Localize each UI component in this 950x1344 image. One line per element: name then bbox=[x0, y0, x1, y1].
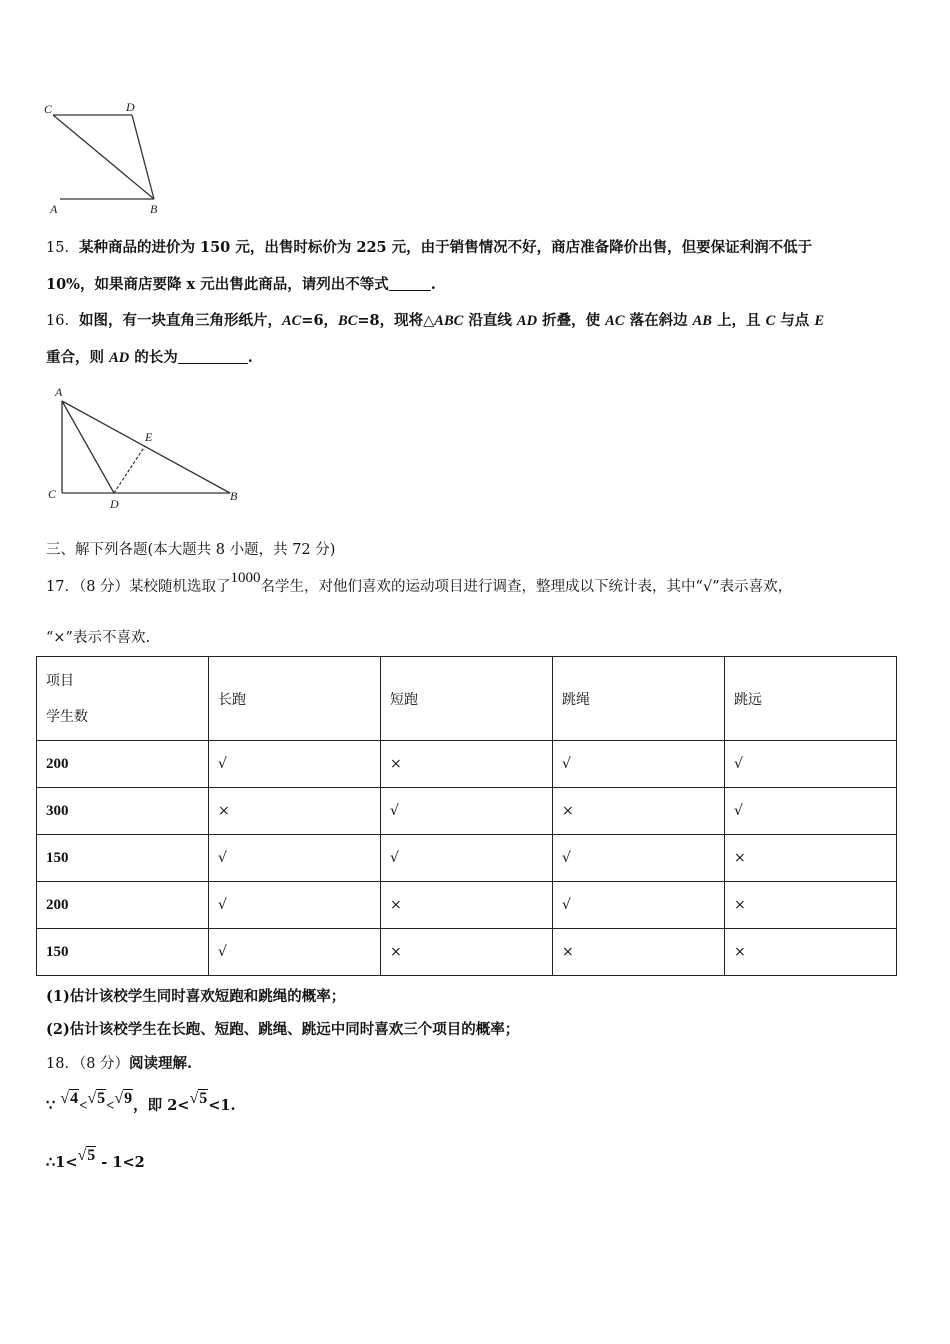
q16-number: 16． bbox=[46, 313, 79, 329]
sqrt-4: √4 bbox=[60, 1090, 79, 1107]
mark-cell: × bbox=[725, 835, 897, 882]
figure-quadrilateral bbox=[40, 98, 170, 218]
q17-part2-text: (2)估计该校学生在长跑、短跑、跳绳、跳远中同时喜欢三个项目的概率； bbox=[46, 1021, 520, 1038]
radicand: 5 bbox=[87, 1147, 96, 1164]
sqrt-5: √5 bbox=[189, 1090, 208, 1107]
q16-v8: E bbox=[814, 313, 825, 329]
q17-line2-text: “×”表示不喜欢. bbox=[46, 630, 151, 646]
row-count: 200 bbox=[37, 882, 209, 929]
q16-l2a: 重合，则 bbox=[46, 349, 110, 366]
figure-right-triangle bbox=[40, 382, 250, 512]
q16-p3: =8，现将△ bbox=[357, 312, 435, 329]
q16-end: . bbox=[247, 349, 253, 366]
mark-cell: √ bbox=[209, 929, 381, 976]
q17-line2 bbox=[46, 626, 150, 647]
mark-cell: × bbox=[725, 929, 897, 976]
label-c: C bbox=[44, 102, 53, 116]
survey-table bbox=[36, 656, 897, 976]
q16-v2: BC bbox=[338, 313, 358, 329]
q15-text1: 某种商品的进价为 150 元，出售时标价为 225 元，由于销售情况不好，商店准备降价出售，但要保证利润不低于 bbox=[78, 239, 813, 256]
q15-answer-blank[interactable] bbox=[389, 276, 431, 291]
q16-p1: 如图，有一块直角三角形纸片， bbox=[78, 312, 282, 329]
column-header: 跳绳 bbox=[553, 657, 725, 741]
table-row bbox=[37, 835, 897, 882]
q15-line1 bbox=[46, 236, 812, 257]
q16-v6: AB bbox=[692, 313, 712, 329]
label-a: A bbox=[50, 202, 58, 216]
mark-cell: × bbox=[381, 741, 553, 788]
q16-p4: 沿直线 bbox=[463, 312, 517, 329]
because-symbol: ∵ bbox=[46, 1097, 56, 1114]
row-count: 150 bbox=[37, 835, 209, 882]
therefore-expr: ∴1< bbox=[46, 1154, 78, 1171]
q15-number: 15． bbox=[46, 240, 79, 256]
row-count: 200 bbox=[37, 741, 209, 788]
q17-line1 bbox=[46, 570, 793, 596]
mark-cell: × bbox=[381, 929, 553, 976]
row-count: 150 bbox=[37, 929, 209, 976]
q18-tail2: - 1<2 bbox=[96, 1154, 145, 1171]
mark-cell: √ bbox=[553, 835, 725, 882]
radicand: 9 bbox=[124, 1090, 133, 1107]
mark-cell: × bbox=[725, 882, 897, 929]
q16-line1 bbox=[46, 309, 824, 330]
q18-points: （8 分） bbox=[78, 1056, 130, 1072]
q18-title: 阅读理解. bbox=[129, 1055, 193, 1072]
radicand: 4 bbox=[70, 1090, 79, 1107]
q18-line2 bbox=[46, 1090, 236, 1115]
q17-part1-text: (1)估计该校学生同时喜欢短跑和跳绳的概率； bbox=[46, 988, 346, 1005]
q16-v1: AC bbox=[281, 313, 302, 329]
q16-v4: AD bbox=[516, 313, 538, 329]
mark-cell: × bbox=[209, 788, 381, 835]
table-row bbox=[37, 882, 897, 929]
q16-l2b: 的长为 bbox=[129, 349, 178, 366]
q16-v7: C bbox=[765, 313, 776, 329]
mark-cell: × bbox=[553, 929, 725, 976]
header-count-label: 学生数 bbox=[46, 708, 88, 725]
header-item-label: 项目 bbox=[46, 672, 74, 689]
section-title: 三、解下列各题(本大题共 8 小题，共 72 分) bbox=[46, 542, 336, 558]
q17-points: （8 分） bbox=[78, 579, 130, 595]
q17-post: 名学生，对他们喜欢的运动项目进行调查，整理成以下统计表，其中“√”表示喜欢， bbox=[260, 579, 793, 595]
q15-text2: 10%，如果商店要降 x 元出售此商品，请列出不等式 bbox=[46, 276, 389, 293]
radicand: 5 bbox=[97, 1090, 106, 1107]
label-b: B bbox=[150, 202, 158, 216]
label-d: D bbox=[110, 497, 119, 511]
mark-cell: √ bbox=[725, 788, 897, 835]
column-header: 长跑 bbox=[209, 657, 381, 741]
q16-p2: =6， bbox=[301, 312, 339, 329]
q15-end: . bbox=[430, 276, 436, 293]
q16-answer-blank[interactable] bbox=[178, 349, 248, 364]
mark-cell: √ bbox=[553, 882, 725, 929]
q17-number: 17． bbox=[46, 579, 79, 595]
table-header-row bbox=[37, 657, 897, 741]
label-a: A bbox=[55, 385, 63, 399]
sqrt-9: √9 bbox=[114, 1090, 133, 1107]
q16-p8: 与点 bbox=[775, 312, 815, 329]
q16-l2v: AD bbox=[109, 350, 130, 366]
mark-cell: √ bbox=[381, 788, 553, 835]
q15-line2 bbox=[46, 273, 436, 294]
less-than: < bbox=[106, 1098, 115, 1114]
label-d: D bbox=[126, 100, 135, 114]
q18-number: 18． bbox=[46, 1056, 79, 1072]
q16-v3: ABC bbox=[434, 313, 464, 329]
mark-cell: √ bbox=[209, 882, 381, 929]
label-e: E bbox=[145, 430, 153, 444]
mark-cell: × bbox=[381, 882, 553, 929]
q17-part2 bbox=[46, 1018, 519, 1039]
q18-line1 bbox=[46, 1052, 192, 1073]
row-count: 300 bbox=[37, 788, 209, 835]
q17-part1 bbox=[46, 985, 345, 1006]
q18-mid: ，即 2< bbox=[133, 1097, 190, 1114]
table-row bbox=[37, 788, 897, 835]
mark-cell: √ bbox=[725, 741, 897, 788]
mark-cell: √ bbox=[553, 741, 725, 788]
column-header: 短跑 bbox=[381, 657, 553, 741]
label-c: C bbox=[48, 487, 57, 501]
q17-pre: 某校随机选取了 bbox=[129, 579, 231, 595]
mark-cell: × bbox=[553, 788, 725, 835]
mark-cell: √ bbox=[209, 741, 381, 788]
q16-v5: AC bbox=[605, 313, 625, 329]
q16-p6: 落在斜边 bbox=[624, 312, 693, 329]
radicand: 5 bbox=[199, 1090, 208, 1107]
q16-p5: 折叠，使 bbox=[537, 312, 606, 329]
table-row bbox=[37, 741, 897, 788]
column-header: 跳远 bbox=[725, 657, 897, 741]
label-b: B bbox=[230, 489, 238, 503]
q18-line3 bbox=[46, 1147, 145, 1172]
q16-p7: 上，且 bbox=[711, 312, 766, 329]
q16-line2 bbox=[46, 346, 253, 367]
q18-tail: <1. bbox=[208, 1097, 236, 1114]
sqrt-5: √5 bbox=[87, 1090, 106, 1107]
less-than: < bbox=[79, 1098, 88, 1114]
mark-cell: √ bbox=[209, 835, 381, 882]
sqrt-5: √5 bbox=[77, 1147, 96, 1164]
mark-cell: √ bbox=[381, 835, 553, 882]
q17-student-count: 1000 bbox=[230, 570, 261, 586]
table-row bbox=[37, 929, 897, 976]
section-heading bbox=[46, 538, 335, 559]
header-corner bbox=[37, 657, 209, 741]
